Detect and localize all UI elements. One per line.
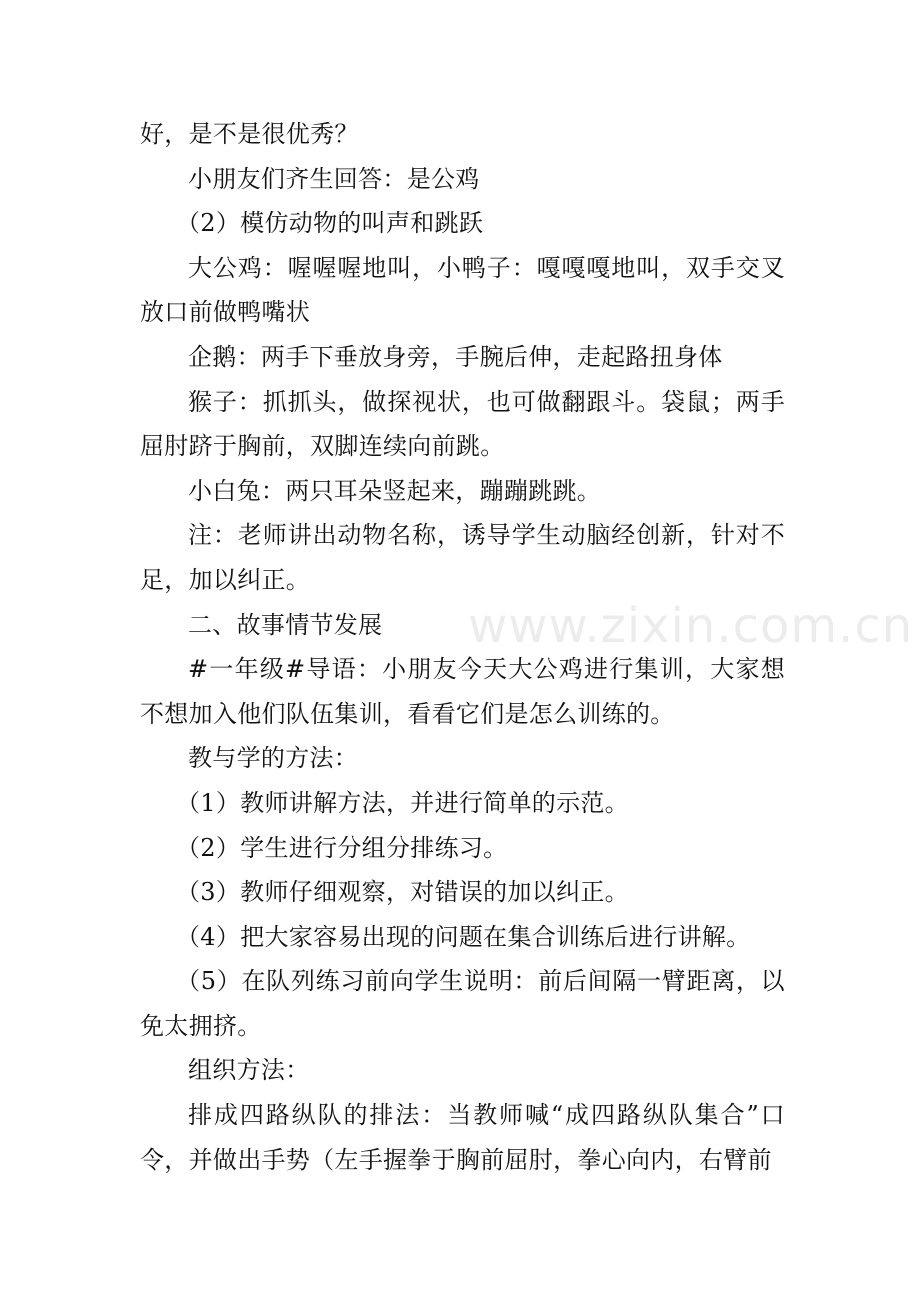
paragraph: #一年级#导语：小朋友今天大公鸡进行集训，大家想不想加入他们队伍集训，看看它们是怎么训练的。	[140, 655, 785, 728]
paragraph: （1）教师讲解方法，并进行简单的示范。	[176, 788, 629, 817]
paragraph: 猴子：抓抓头，做探视状，也可做翻跟斗。袋鼠；两手屈肘跻于胸前，双脚连续向前跳。	[140, 387, 785, 461]
paragraph: 好，是不是很优秀？	[140, 120, 359, 148]
paragraph: 排成四路纵队的排法：当教师喊“成四路纵队集合”口令，并做出手势（左手握拳于胸前屈肘，拳心向内，右臂前	[140, 1101, 785, 1174]
paragraph: 注：老师讲出动物名称，诱导学生动脑经创新，针对不足，加以纠正。	[140, 521, 785, 594]
paragraph: 企鹅：两手下垂放身旁，手腕后伸，走起路扭身体	[188, 342, 723, 371]
paragraph: （4）把大家容易出现的问题在集合训练后进行讲解。	[176, 922, 751, 951]
paragraph: 教与学的方法：	[188, 744, 359, 773]
paragraph: 小白兔：两只耳朵竖起来，蹦蹦跳跳。	[188, 476, 602, 505]
watermark: www.zixin.com.cn	[468, 598, 914, 654]
paragraph: （3）教师仔细观察，对错误的加以纠正。	[176, 878, 629, 907]
paragraph: （5）在队列练习前向学生说明：前后间隔一臂距离，以免太拥挤。	[140, 967, 785, 1040]
paragraph: （2）学生进行分组分排练习。	[176, 833, 508, 862]
paragraph: 大公鸡：喔喔喔地叫，小鸭子：嘎嘎嘎地叫，双手交叉放口前做鸭嘴状	[140, 253, 785, 327]
paragraph: （2）模仿动物的叫声和跳跃	[176, 209, 484, 238]
paragraph: 组织方法：	[188, 1056, 310, 1085]
document-body	[140, 112, 785, 1182]
section-heading: 二、故事情节发展	[188, 610, 383, 639]
paragraph: 小朋友们齐生回答：是公鸡	[188, 164, 480, 193]
